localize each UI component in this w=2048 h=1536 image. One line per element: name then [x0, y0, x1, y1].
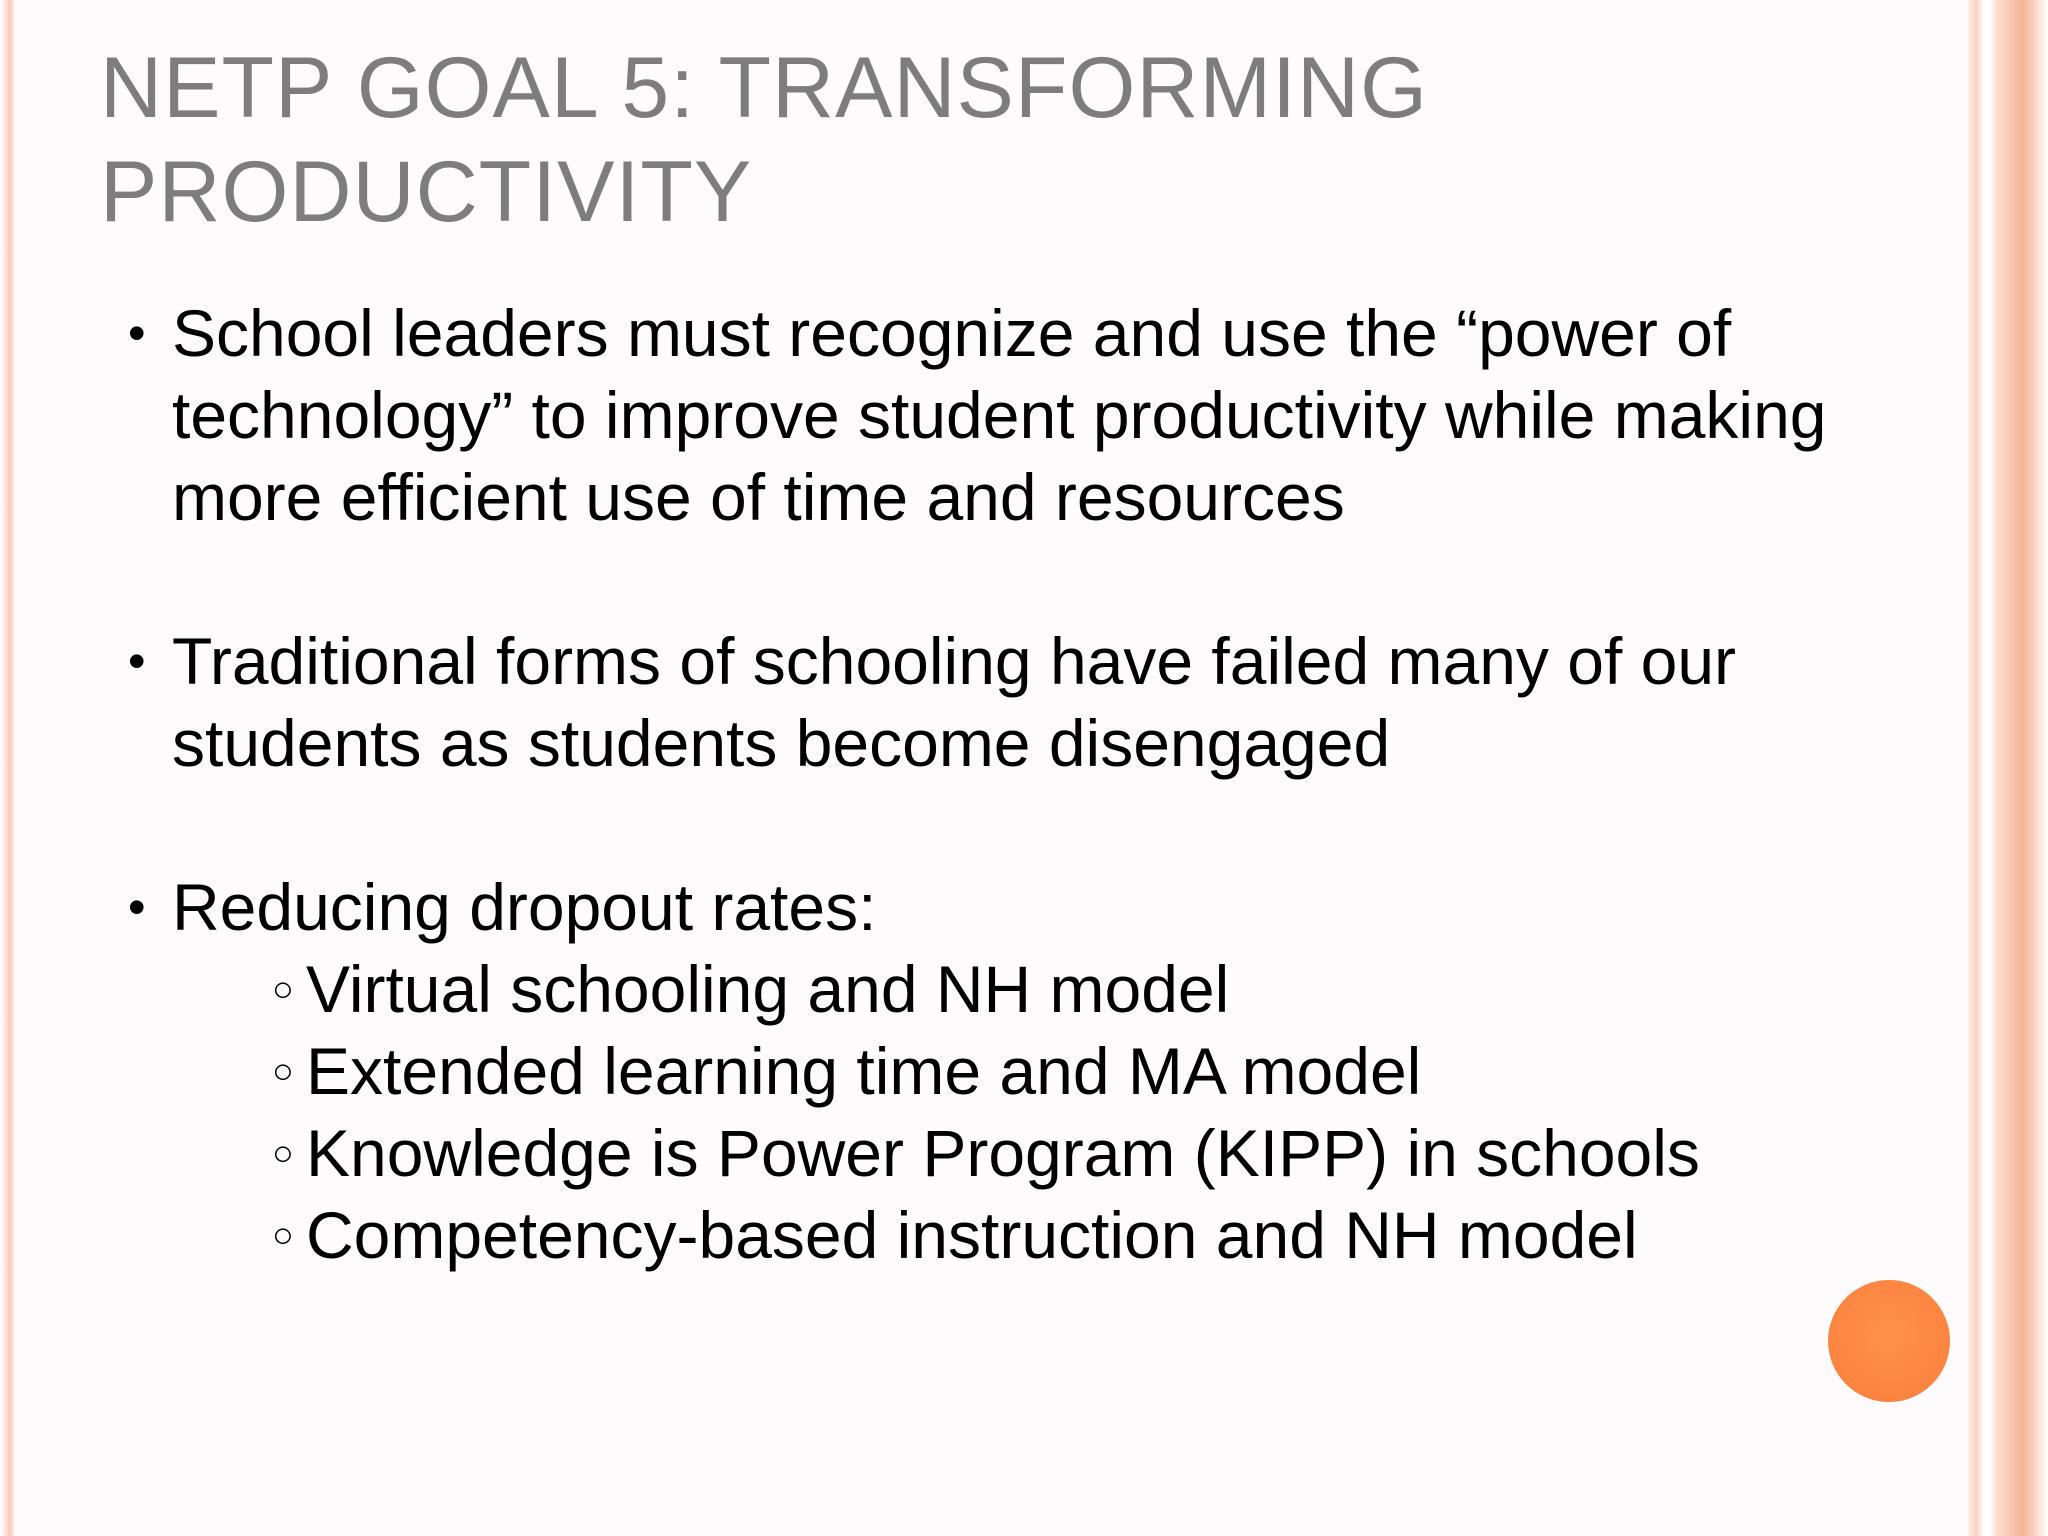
bullet-text: Traditional forms of schooling have failed many of our students as students become disengaged: [172, 624, 1737, 780]
bullet-item: [128, 866, 1888, 1276]
right-stripe-decoration: [1966, 0, 2048, 1536]
sub-bullet-text: Extended learning time and MA model: [306, 1034, 1422, 1108]
sub-bullet-text: Competency-based instruction and NH model: [306, 1198, 1638, 1272]
sub-bullet-text: Knowledge is Power Program (KIPP) in schools: [306, 1116, 1700, 1190]
sub-bullet-list: [172, 948, 1888, 1276]
hollow-circle-bullet-icon: ○: [272, 1132, 294, 1173]
hollow-circle-bullet-icon: ○: [272, 1214, 294, 1255]
bullet-item: [128, 292, 1888, 538]
bullet-icon: •: [128, 879, 146, 935]
bullet-text: Reducing dropout rates:: [172, 870, 877, 944]
bullet-icon: •: [128, 305, 146, 361]
hollow-circle-bullet-icon: ○: [272, 968, 294, 1009]
hollow-circle-bullet-icon: ○: [272, 1050, 294, 1091]
left-border-decoration: [0, 0, 16, 1536]
sub-bullet-item: [272, 948, 1888, 1030]
sub-bullet-item: [272, 1030, 1888, 1112]
sub-bullet-item: [272, 1112, 1888, 1194]
slide-title: NETP GOAL 5: TRANSFORMING PRODUCTIVITY: [100, 40, 1428, 240]
bullet-item: [128, 620, 1888, 784]
bullet-list: [128, 292, 1888, 1276]
orange-circle-icon: [1828, 1280, 1950, 1402]
bullet-text: School leaders must recognize and use the “power of technology” to improve student productivity while making more efficient use of time and resources: [172, 296, 1827, 534]
bullet-icon: •: [128, 633, 146, 689]
sub-bullet-item: [272, 1194, 1888, 1276]
sub-bullet-text: Virtual schooling and NH model: [306, 952, 1230, 1026]
